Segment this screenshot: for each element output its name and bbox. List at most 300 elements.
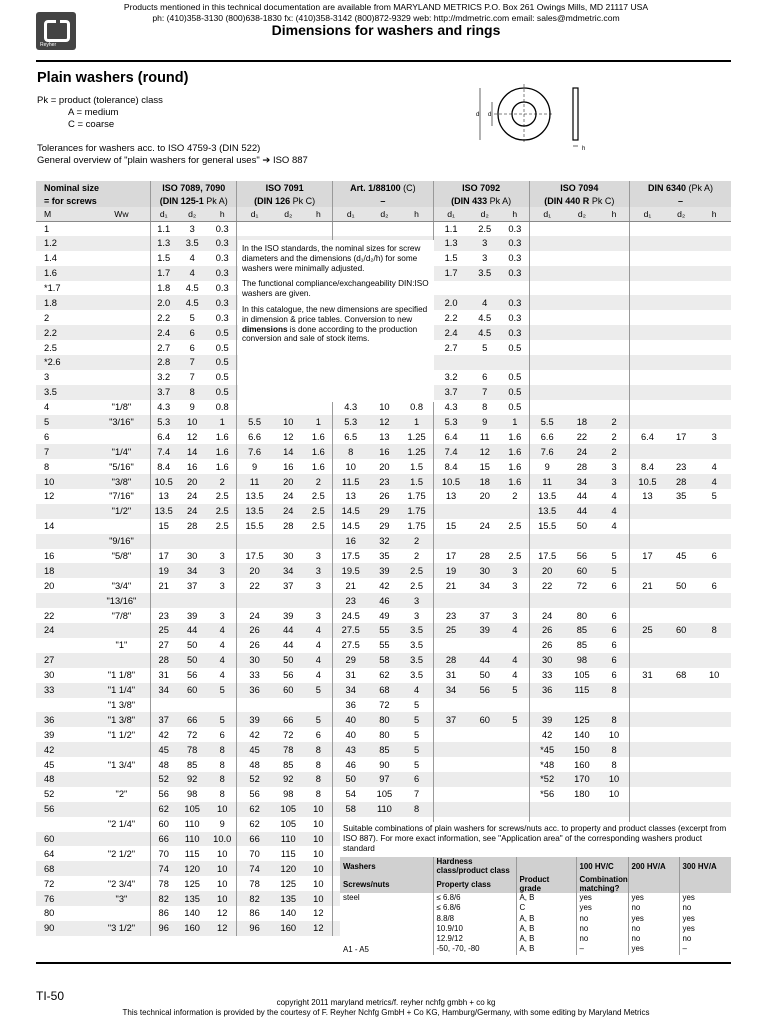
dimension-cell: *45 <box>529 742 565 757</box>
dimension-cell: 42 <box>151 727 176 742</box>
dimension-cell: 24 <box>237 608 273 623</box>
dimension-cell <box>469 757 501 772</box>
dimension-cell <box>629 236 665 251</box>
dimension-cell <box>208 534 236 549</box>
dimension-cell: 3 <box>482 253 488 264</box>
dimension-cell <box>665 444 697 459</box>
table-row <box>36 563 731 578</box>
dimension-cell: 85 <box>283 759 294 770</box>
dimension-cell: 8 <box>219 759 225 770</box>
dimension-cell <box>665 519 697 534</box>
dimension-cell: 0.3 <box>215 312 229 323</box>
dimension-cell: 80 <box>368 712 400 727</box>
iso-note-p3: In this catalogue, the new dimensions are specified in dimension & price tables. Conversion to new dimensions is done according to the production conversion and sale of stock items. <box>242 304 428 344</box>
dimension-cell <box>665 325 697 340</box>
header-divider <box>36 60 731 62</box>
metric-size-cell: 52 <box>44 789 55 800</box>
dimension-cell: 10 <box>379 402 390 413</box>
dimension-cell: 1.5 <box>433 251 469 266</box>
combinations-cell <box>340 924 433 934</box>
metric-size-cell: 3 <box>44 372 50 383</box>
page-title: Dimensions for washers and rings <box>271 22 501 38</box>
combinations-cell: – <box>679 944 731 954</box>
dimension-cell <box>401 221 433 236</box>
dimension-cell: 24 <box>272 504 304 519</box>
dimension-cell: 6 <box>176 325 208 340</box>
dimension-cell: 10 <box>208 861 236 876</box>
dimension-cell: 170 <box>565 772 599 787</box>
dimension-cell: 23 <box>151 608 176 623</box>
dimension-cell: 120 <box>176 861 208 876</box>
inch-size-cell <box>92 310 151 325</box>
dimension-cell: 62 <box>379 670 390 681</box>
dimension-cell: 110 <box>176 832 208 847</box>
dimension-cell <box>665 683 697 698</box>
dimension-cell: 56 <box>469 683 501 698</box>
dimension-cell: 5 <box>711 491 717 502</box>
dimension-cell: 4.5 <box>478 312 492 323</box>
dimension-cell: 45 <box>237 742 273 757</box>
for-screws-header: = for screws <box>36 194 151 207</box>
dimension-cell <box>665 653 697 668</box>
dimension-cell <box>529 295 565 310</box>
dimension-cell <box>599 310 629 325</box>
dimension-cell: 5 <box>413 729 420 740</box>
dimension-cell: 1.6 <box>208 444 236 459</box>
dimension-cell: 35 <box>379 551 390 562</box>
dimension-cell <box>272 534 304 549</box>
metric-size-cell <box>36 698 92 713</box>
combinations-row <box>340 903 731 913</box>
inch-size-cell <box>92 295 151 310</box>
dimension-cell: 5 <box>189 312 195 323</box>
dimension-cell <box>697 593 731 608</box>
dimension-cell <box>697 698 731 713</box>
dimension-cell: 4 <box>304 653 332 668</box>
dimension-cell: 105 <box>574 670 590 681</box>
dimension-cell <box>565 251 599 266</box>
dimension-cell: 50 <box>333 772 369 787</box>
dimension-cell: 3 <box>611 461 617 472</box>
dimension-cell: 2 <box>599 415 629 430</box>
dimension-cell: 49 <box>379 610 390 621</box>
dimension-cell: 1.25 <box>401 444 433 459</box>
inch-size-cell <box>92 563 151 578</box>
dimension-cell: 4 <box>189 253 195 264</box>
metric-size-cell: 22 <box>44 610 55 621</box>
dimension-cell: 12 <box>304 921 332 936</box>
dimension-cell: 10 <box>304 832 332 847</box>
dimension-cell: 3 <box>315 551 321 562</box>
dimension-cell: 9 <box>189 402 195 413</box>
dimension-cell: 29 <box>368 504 400 519</box>
dimension-cell: 8 <box>599 712 629 727</box>
dimension-cell <box>665 355 697 370</box>
dimension-cell: 4 <box>611 491 617 502</box>
table-row <box>36 698 731 713</box>
dimension-cell: 36 <box>333 698 369 713</box>
dimension-cell: 24 <box>176 504 208 519</box>
inch-size-cell: "1 3/4" <box>107 759 136 770</box>
dimension-cell <box>565 698 599 713</box>
dimension-cell: 5.5 <box>529 415 565 430</box>
dimension-cell: 66 <box>272 712 304 727</box>
metric-size-cell: 20 <box>44 580 55 591</box>
combinations-cell: yes <box>576 903 628 913</box>
dimension-cell: 1.5 <box>401 474 433 489</box>
dimension-cell <box>599 325 629 340</box>
inch-size-cell: "2" <box>115 789 128 800</box>
dimension-cell: 0.5 <box>508 372 522 383</box>
dimension-cell: 135 <box>272 891 304 906</box>
inch-size-cell: "2 1/4" <box>107 819 136 830</box>
combinations-cell: no <box>628 924 679 934</box>
dimension-cell <box>697 355 731 370</box>
dimension-cell: 6.5 <box>333 429 369 444</box>
dimension-cell <box>629 251 665 266</box>
dimension-cell: 18 <box>469 474 501 489</box>
dimension-cell: 39 <box>529 712 565 727</box>
dimension-cell <box>433 504 469 519</box>
column-header: d₁ <box>629 207 665 221</box>
combinations-cell <box>340 934 433 944</box>
dimension-cell <box>697 415 731 430</box>
dimension-cell: 12 <box>313 908 324 919</box>
inch-size-cell <box>92 772 151 787</box>
dimension-cell: 3 <box>512 610 518 621</box>
dimension-cell: 48 <box>151 757 176 772</box>
dimension-cell: 3 <box>501 563 529 578</box>
dimension-cell: 0.3 <box>208 236 236 251</box>
metric-size-cell <box>36 817 92 832</box>
table-row <box>36 549 731 564</box>
dimension-cell <box>469 638 501 653</box>
table-row <box>36 787 731 802</box>
dimension-cell: 43 <box>333 742 369 757</box>
dimension-cell: 3 <box>208 563 236 578</box>
dimension-cell <box>665 698 697 713</box>
dimension-cell <box>529 385 565 400</box>
dimension-cell: 13.5 <box>237 489 273 504</box>
dimension-cell <box>565 534 599 549</box>
inch-size-cell <box>92 236 151 251</box>
iso-note-box <box>238 240 434 402</box>
dimension-cell: 78 <box>176 742 208 757</box>
dimension-cell: 4 <box>208 653 236 668</box>
dimension-cell: 8 <box>401 802 433 817</box>
dimension-cell: 56 <box>237 787 273 802</box>
dimension-cell: 125 <box>184 878 200 889</box>
dimension-cell: 7.4 <box>433 444 469 459</box>
dimension-cell: 8 <box>304 742 332 757</box>
dimension-cell: 28 <box>665 474 697 489</box>
dimension-cell: 5 <box>208 683 236 698</box>
d2-label: d <box>476 112 480 118</box>
dimension-cell: 62 <box>237 817 273 832</box>
dimension-cell <box>208 698 236 713</box>
dimension-cell: 20 <box>176 474 208 489</box>
dimension-cell: 44 <box>272 623 304 638</box>
combinations-row <box>340 924 731 934</box>
dimension-cell <box>529 281 565 296</box>
inch-size-cell: "1/4" <box>92 444 151 459</box>
metric-size-cell: 1.4 <box>44 253 57 264</box>
dimension-cell <box>599 251 629 266</box>
combinations-box <box>340 822 731 954</box>
metric-size-cell: 2.2 <box>36 325 92 340</box>
dimension-cell <box>237 221 273 236</box>
dimension-cell: 11.5 <box>333 474 369 489</box>
dimension-cell: 46 <box>368 593 400 608</box>
dimension-cell: 3 <box>304 563 332 578</box>
dimension-cell: 50 <box>176 653 208 668</box>
dimension-cell: 17.5 <box>529 549 565 564</box>
dimension-cell: 37 <box>283 580 294 591</box>
dimension-cell: 105 <box>376 789 393 800</box>
metric-size-cell: 4 <box>44 402 50 413</box>
dimension-cell: 28 <box>283 521 294 532</box>
combinations-cell: ≤ 6.8/6 <box>433 893 516 903</box>
dimension-cell: 22 <box>576 431 588 442</box>
pk-definition: Pk = product (tolerance) class <box>37 95 163 106</box>
dimension-cell: 8 <box>315 759 321 770</box>
dimension-cell <box>665 727 697 742</box>
dimension-cell: 27 <box>151 638 176 653</box>
dimension-cell <box>529 698 565 713</box>
column-header: d₁ <box>433 207 469 221</box>
combinations-header-cell <box>628 875 679 893</box>
iso-note-p1: In the ISO standards, the nominal sizes for screw diameters and the dimensions (d₁/d₂/h) for some washers were minimally adjusted. <box>242 244 421 273</box>
column-header: d₂ <box>176 207 208 221</box>
copyright-line: copyright 2011 maryland metrics/f. reyher nchfg gmbh + co kg <box>276 998 496 1007</box>
dimension-cell: 44 <box>176 623 208 638</box>
dimension-cell: 60 <box>565 563 599 578</box>
dimension-cell <box>176 534 208 549</box>
dimension-cell <box>665 281 697 296</box>
combinations-cell: yes <box>576 893 628 903</box>
dimension-cell: 0.5 <box>501 385 529 400</box>
dimension-cell <box>433 742 469 757</box>
dimension-cell <box>665 608 697 623</box>
dimension-cell: 110 <box>368 802 400 817</box>
footer-divider <box>36 962 731 964</box>
din440-header: (DIN 440 R Pk C) <box>529 194 629 207</box>
dimension-cell: 1.3 <box>151 236 176 251</box>
table-row <box>36 578 731 593</box>
dimension-cell: 4 <box>611 521 617 532</box>
dimension-cell <box>629 563 665 578</box>
dimension-cell: 10 <box>608 789 620 800</box>
dimension-cell <box>629 415 665 430</box>
dimension-cell: 105 <box>280 819 297 830</box>
inch-size-cell: "1 1/2" <box>107 729 136 740</box>
dimension-cell <box>629 653 665 668</box>
dimension-cell: 37 <box>433 712 469 727</box>
metric-size-cell: 18 <box>36 563 92 578</box>
dimension-cell: 60 <box>469 712 501 727</box>
metric-size-cell: 1.6 <box>36 266 92 281</box>
dimension-cell: 28 <box>479 551 490 562</box>
dimension-cell: 2.5 <box>508 551 522 562</box>
iso7094-header: ISO 7094 <box>529 181 629 194</box>
dimension-cell <box>469 787 501 802</box>
dimension-cell: 4 <box>469 295 501 310</box>
din125-header: (DIN 125-1 Pk A) <box>151 194 237 207</box>
dimension-cell: 16 <box>187 461 198 472</box>
dimension-cell: 39 <box>283 610 294 621</box>
dimension-cell: 80 <box>576 610 588 621</box>
dimension-cell: 1.1 <box>151 221 176 236</box>
dimension-cell: 20 <box>529 563 565 578</box>
dimension-cell: 3.5 <box>469 266 501 281</box>
dimension-cell <box>151 534 176 549</box>
dimension-cell <box>599 370 629 385</box>
dimension-cell: 125 <box>280 878 297 889</box>
dimension-cell: 2 <box>599 444 629 459</box>
dimension-cell: 12 <box>187 431 198 442</box>
dimension-cell: 6.6 <box>529 429 565 444</box>
combinations-cell: no <box>576 914 628 924</box>
dimension-cell: 4 <box>697 474 731 489</box>
dimension-cell: 16 <box>368 444 400 459</box>
dimension-cell: 180 <box>574 789 590 800</box>
dimension-cell <box>529 310 565 325</box>
combinations-header-cell: 300 HV/A <box>679 857 731 875</box>
dimension-cell: 8 <box>208 772 236 787</box>
dimension-cell: 12 <box>368 415 400 430</box>
combinations-cell: A, B <box>516 944 576 954</box>
column-header: h <box>401 207 433 221</box>
dimension-cell <box>565 400 599 415</box>
dimension-cell: 125 <box>565 712 599 727</box>
dimension-cell <box>433 802 469 817</box>
dimension-cell: 1.6 <box>508 461 522 472</box>
dimension-cell <box>665 415 697 430</box>
dimension-cell: 6 <box>599 653 629 668</box>
dimension-cell: 56 <box>283 670 294 681</box>
dimension-cell <box>629 340 665 355</box>
dimension-cell <box>665 534 697 549</box>
dimension-cell <box>629 281 665 296</box>
combinations-cell: yes <box>628 914 679 924</box>
dimension-cell: 2.5 <box>304 504 332 519</box>
dimension-cell <box>697 534 731 549</box>
dimension-cell: 3 <box>219 551 225 562</box>
dimension-cell: 13.5 <box>151 504 176 519</box>
dimension-cell: 26 <box>237 638 273 653</box>
dimension-cell: 13.5 <box>529 489 565 504</box>
dimension-cell <box>665 593 697 608</box>
combinations-cell: yes <box>628 944 679 954</box>
dimension-cell: 4 <box>315 670 321 681</box>
inch-size-cell: "3/8" <box>92 474 151 489</box>
dimension-cell: 10 <box>272 415 304 430</box>
dimension-cell: 5 <box>401 742 433 757</box>
dimension-cell: 3 <box>189 223 195 234</box>
dimension-cell: 18 <box>565 415 599 430</box>
dimension-cell: 6.4 <box>433 429 469 444</box>
dimension-cell: 68 <box>676 670 687 681</box>
combinations-header-cell <box>516 857 576 875</box>
dimension-cell: 2.7 <box>151 340 176 355</box>
column-header: d₁ <box>151 207 176 221</box>
dimension-cell: 15 <box>151 519 176 534</box>
metric-size-cell: 45 <box>44 759 55 770</box>
dimension-cell: 0.3 <box>215 253 229 264</box>
dimension-cell: 72 <box>576 580 588 591</box>
dimension-cell: 24 <box>529 608 565 623</box>
dimension-cell: 50 <box>576 521 588 532</box>
metric-size-cell: 14 <box>44 521 55 532</box>
dimension-cell: 3 <box>413 610 420 621</box>
dimension-cell: 30 <box>237 653 273 668</box>
dimension-cell: 10 <box>304 891 332 906</box>
metric-size-cell: 1 <box>44 223 50 234</box>
combinations-header-cell: Washers <box>340 857 433 875</box>
dimension-cell: 13.5 <box>529 504 565 519</box>
combinations-header-cell: Screws/nuts <box>340 875 433 893</box>
dimension-cell: 10 <box>217 878 228 889</box>
dimension-cell <box>433 638 469 653</box>
dimension-cell: 0.3 <box>208 295 236 310</box>
dimension-cell <box>629 712 665 727</box>
dimension-cell: 0.8 <box>215 402 229 413</box>
dimension-cell <box>151 698 176 713</box>
combinations-cell <box>340 914 433 924</box>
dimension-cell: 23 <box>333 593 369 608</box>
dimension-cell <box>697 504 731 519</box>
dimension-cell <box>304 593 332 608</box>
column-header: d₂ <box>565 207 599 221</box>
dimension-cell: 3.7 <box>151 385 176 400</box>
dimension-cell: 4.5 <box>469 325 501 340</box>
dimension-cell: 26 <box>529 623 565 638</box>
dimension-cell <box>629 310 665 325</box>
dimension-cell <box>697 653 731 668</box>
table-row <box>36 415 731 430</box>
dimension-cell: 45 <box>151 742 176 757</box>
dimension-cell: 10 <box>313 848 324 859</box>
dimension-cell: 50 <box>676 580 687 591</box>
combinations-cell: no <box>576 934 628 944</box>
dimension-cell: 5 <box>401 712 433 727</box>
metric-size-cell: 30 <box>44 670 55 681</box>
dimension-cell: 26 <box>379 491 390 502</box>
dimension-cell: 78 <box>272 742 304 757</box>
dimension-cell: 4 <box>501 653 529 668</box>
logo-text: Reyher <box>40 42 57 48</box>
dimension-cell: 0.3 <box>215 283 229 293</box>
dimension-cell: 34 <box>433 683 469 698</box>
dimension-cell <box>665 757 697 772</box>
column-header: d₂ <box>272 207 304 221</box>
dimension-cell <box>151 593 176 608</box>
dimension-cell <box>665 504 697 519</box>
combinations-cell: 8.8/8 <box>433 914 516 924</box>
dimension-cell <box>697 444 731 459</box>
washer-diagram <box>470 82 610 162</box>
metric-size-cell <box>36 638 92 653</box>
dimension-cell: 82 <box>237 891 273 906</box>
dimension-cell: 6 <box>599 623 629 638</box>
dimension-cell <box>433 727 469 742</box>
dimension-cell <box>697 742 731 757</box>
metric-size-cell: 2 <box>44 312 50 323</box>
dimension-cell: 29 <box>379 521 390 532</box>
dimension-cell: 0.8 <box>410 402 424 413</box>
dimension-cell: *52 <box>529 772 565 787</box>
dimension-cell <box>433 787 469 802</box>
